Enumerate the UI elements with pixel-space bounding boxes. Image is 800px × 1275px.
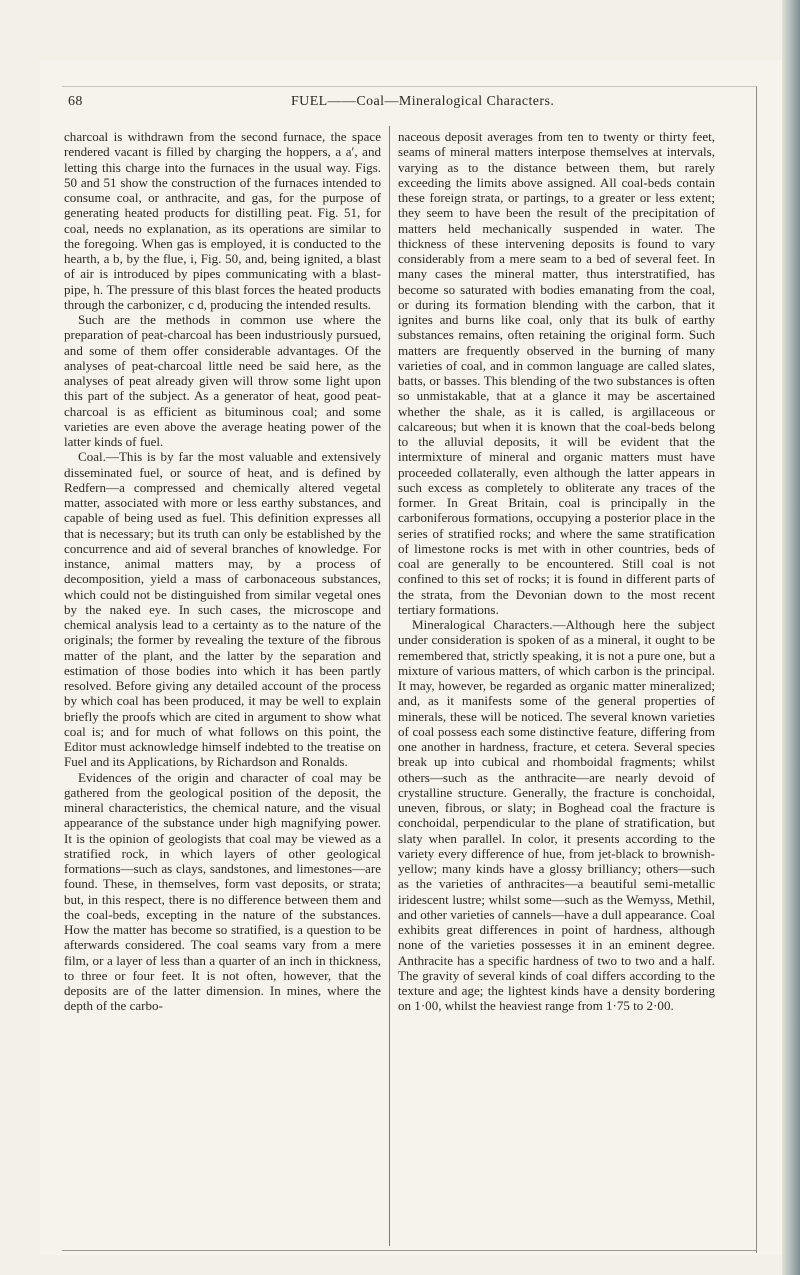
paragraph: Mineralogical Characters.—Although here the subject under consideration is spoken of as a mineral, it ought to be remembered that, strictly speaking, it is not a pure one, but a mixture of various matters, of which carbon is the principal. It may, however, be regarded as organic matter mineralized; and, as it manifests some of the general properties of minerals, these will be noticed. The several known varieties of coal possess each some distinctive feature, differing from one another in hardness, fracture, et cetera. Several species break up into cubical and rhomboidal fragments; whilst others—such as the anthracite—are nearly devoid of crystalline structure. Generally, the fracture is conchoidal, uneven, fibrous, or slaty; in Boghead coal the fracture is conchoidal, perpendicular to the plane of stratification, but slaty when parallel. In color, it presents according to the variety every difference of hue, from jet-black to brownish-yellow; many kinds have a glossy brilliancy; others—such as the varieties of anthracites—a beautiful semi-metallic iridescent lustre; whilst some—such as the Wemyss, Methil, and other varieties of cannels—have a dull appearance. Coal exhibits great differences in point of hardness, although none of the varieties possesses it in an eminent degree. Anthracite has a specific hardness of two to two and a half. The gravity of several kinds of coal differs according to the texture and age; the lightest kinds have a density bordering on 1·00, whilst the heaviest range from 1·75 to 2·00. xyxy=(398,617,715,1014)
paragraph: naceous deposit averages from ten to twenty or thirty feet, seams of mineral matters interpose themselves at intervals, varying as to the distance between them, but rarely exceeding the limits above assigned. All coal-beds contain these foreign strata, or partings, to a greater or less extent; they seem to have been the result of the precipitation of matters held mechanically suspended in water. The thickness of these intervening deposits is found to vary considerably from a mere seam to a bed of several feet. In many cases the mineral matter, thus interstratified, has become so saturated with bodies emanating from the coal, or during its formation blending with the carbon, that it ignites and burns like coal, only that its bulk of earthy substances remains, often retaining the original form. Such matters are frequently observed in the burning of many varieties of coal, and in common language are called slates, batts, or basses. This blending of the two substances is often so unmistakable, that at a glance it may be ascertained whether the shale, as it is called, is argillaceous or calcareous; but when it is known that the coal-beds belong to the alluvial deposits, it will be evident that the intermixture of mineral and organic matters must have proceeded collaterally, even although the latter appears in such excess as completely to obliterate any traces of the former. In Great Britain, coal is principally in the carboniferous formations, occupying a posterior place in the series of stratified rocks; and where the same stratification of limestone rocks is met with in other countries, beds of coal are generally to be encountered. Still coal is not confined to this set of rocks; it is found in different parts of the strata, from the Devonian down to the most recent tertiary formations. xyxy=(398,129,715,617)
book-edge xyxy=(782,0,800,1275)
paragraph: charcoal is withdrawn from the second furnace, the space rendered vacant is filled by charging the hoppers, a a′, and letting this charge into the furnaces in the usual way. Figs. 50 and 51 show the construction of the furnaces intended to consume coal, or anthracite, and gas, for the purpose of generating heated products for distilling peat. Fig. 51, for coal, needs no explanation, as its operations are similar to the foregoing. When gas is employed, it is conducted to the hearth, a b, by the flue, i, Fig. 50, and, being ignited, a blast of air is introduced by pipes communicating with a blast-pipe, h. The pressure of this blast forces the heated products through the carbonizer, c d, producing the intended results. xyxy=(64,129,381,312)
paragraph: Such are the methods in common use where the preparation of peat-charcoal has been industriously pursued, and some of them offer considerable advantages. Of the analyses of peat-charcoal little need be said here, as the analyses of peat already given will throw some light upon this part of the subject. As a generator of heat, good peat-charcoal is as efficient as bituminous coal; and some varieties are even above the average heating power of the latter kinds of fuel. xyxy=(64,312,381,449)
left-column xyxy=(64,129,381,1249)
running-title: FUEL——Coal—Mineralogical Characters. xyxy=(291,94,555,109)
paragraph: Coal.—This is by far the most valuable and extensively disseminated fuel, or source of heat, and is defined by Redfern—a compressed and chemically altered vegetal matter, associated with more or less earthy substances, and capable of being used as fuel. This definition expresses all that is necessary; but its truth can only be established by the concurrence and aid of several branches of knowledge. For instance, animal matters may, by a process of decomposition, yield a mass of carbonaceous substances, which could not be distinguished from similar vegetal ones by the naked eye. In such cases, the microscope and chemical analysis lead to a certainty as to the nature of the originals; the former by revealing the texture of the fibrous matter of the plant, and the latter by the separation and estimation of those bodies into which it has been partly resolved. Before giving any detailed account of the process by which coal has been produced, it may be well to explain briefly the proofs which are cited in argument to show what coal is; and for much of what follows on this point, the Editor must acknowledge himself indebted to the treatise on Fuel and its Applications, by Richardson and Ronalds. xyxy=(64,449,381,770)
bottom-rule xyxy=(62,1250,756,1251)
paragraph: Evidences of the origin and character of coal may be gathered from the geological position of the deposit, the mineral characteristics, the chemical nature, and the visual appearance of the substance under high magnifying power. It is the opinion of geologists that coal may be viewed as a stratified rock, in which layers of other geological formations—such as clays, sandstones, and limestones—are found. These, in themselves, form vast deposits, or strata; but, in this respect, there is no difference between them and the coal-beds, excepting in the nature of the substances. How the matter has become so stratified, is a question to be afterwards considered. The coal seams vary from a mere film, or a layer of less than a quarter of an inch in thickness, to three or four feet. It is not often, however, that the deposits are of the latter dimension. In mines, where the depth of the carbo- xyxy=(64,769,381,1014)
column-rule xyxy=(389,126,390,1246)
running-header xyxy=(66,94,756,116)
page-number: 68 xyxy=(68,94,83,109)
right-column xyxy=(398,129,715,1249)
